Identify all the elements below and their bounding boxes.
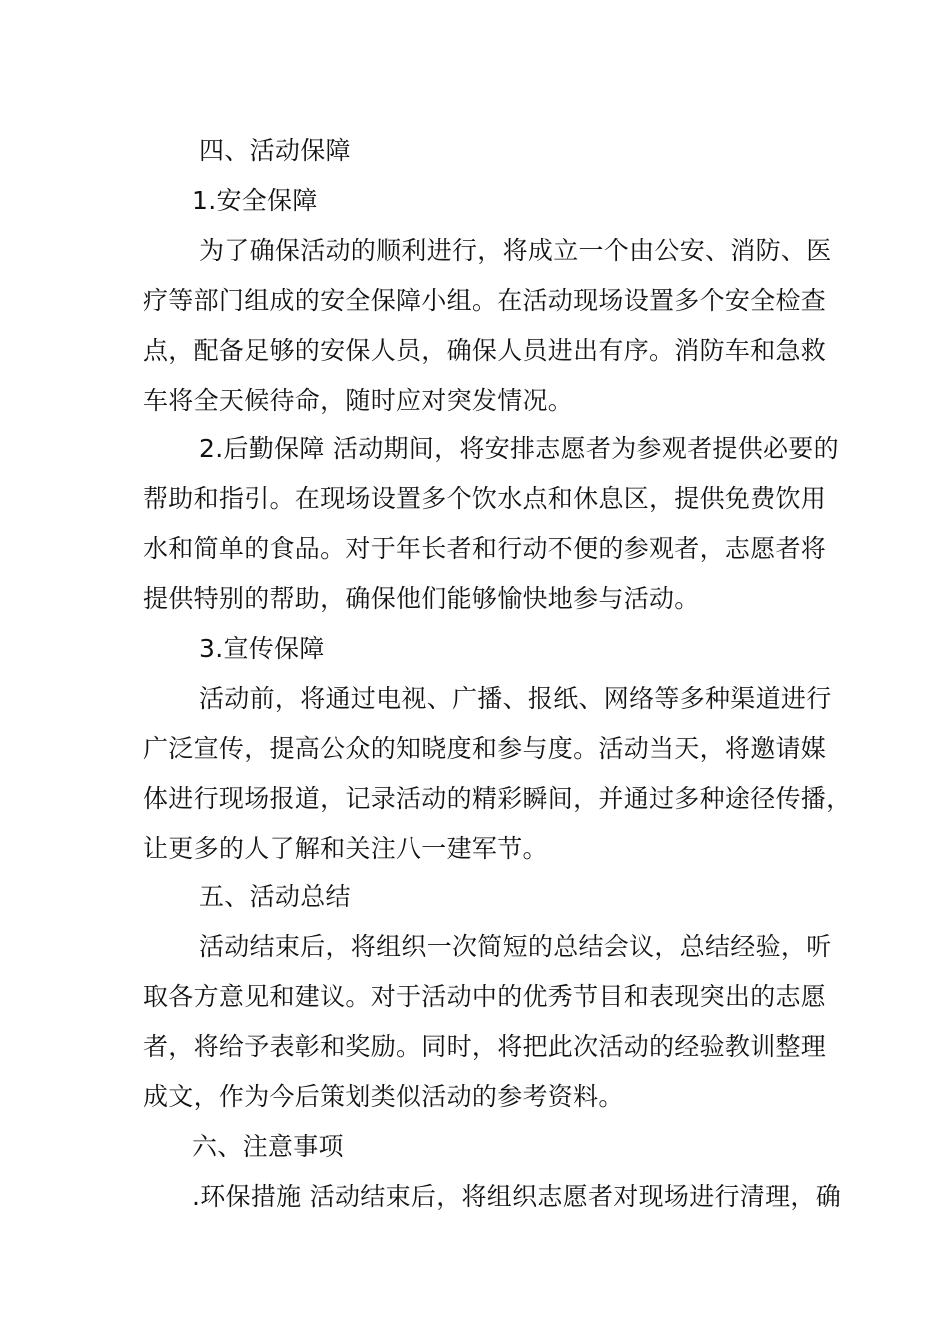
paragraph-line: 2.后勤保障 活动期间，将安排志愿者为参观者提供必要的 [199, 434, 839, 463]
paragraph-line: 让更多的人了解和关注八一建军节。 [143, 834, 548, 863]
subsection-heading: 3.宣传保障 [199, 634, 325, 663]
paragraph-line: 广泛宣传，提高公众的知晓度和参与度。活动当天，将邀请媒 [143, 734, 827, 763]
paragraph-line: 帮助和指引。在现场设置多个饮水点和休息区，提供免费饮用 [143, 484, 827, 513]
paragraph-line: 疗等部门组成的安全保障小组。在活动现场设置多个安全检查 [143, 286, 827, 315]
section-heading: 四、活动保障 [199, 136, 351, 165]
paragraph-line: 取各方意见和建议。对于活动中的优秀节目和表现突出的志愿 [143, 982, 827, 1011]
paragraph-line: 活动前，将通过电视、广播、报纸、网络等多种渠道进行 [199, 684, 832, 713]
paragraph-line: 活动结束后，将组织一次简短的总结会议，总结经验，听 [199, 932, 832, 961]
paragraph-line: 水和简单的食品。对于年长者和行动不便的参观者，志愿者将 [143, 534, 827, 563]
section-heading: 五、活动总结 [199, 882, 351, 911]
paragraph-line: 体进行现场报道，记录活动的精彩瞬间，并通过多种途径传播， [143, 784, 852, 813]
paragraph-line: 点，配备足够的安保人员，确保人员进出有序。消防车和急救 [143, 336, 827, 365]
paragraph-line: .环保措施 活动结束后，将组织志愿者对现场进行清理，确 [192, 1182, 841, 1211]
paragraph-line: 为了确保活动的顺利进行，将成立一个由公安、消防、医 [199, 236, 832, 265]
section-heading: 六、注意事项 [192, 1132, 344, 1161]
paragraph-line: 成文，作为今后策划类似活动的参考资料。 [143, 1082, 624, 1111]
paragraph-line: 者，将给予表彰和奖励。同时，将把此次活动的经验教训整理 [143, 1032, 827, 1061]
paragraph-line: 提供特别的帮助，确保他们能够愉快地参与活动。 [143, 584, 700, 613]
subsection-heading: 1.安全保障 [192, 186, 318, 215]
paragraph-line: 车将全天候待命，随时应对突发情况。 [143, 386, 574, 415]
